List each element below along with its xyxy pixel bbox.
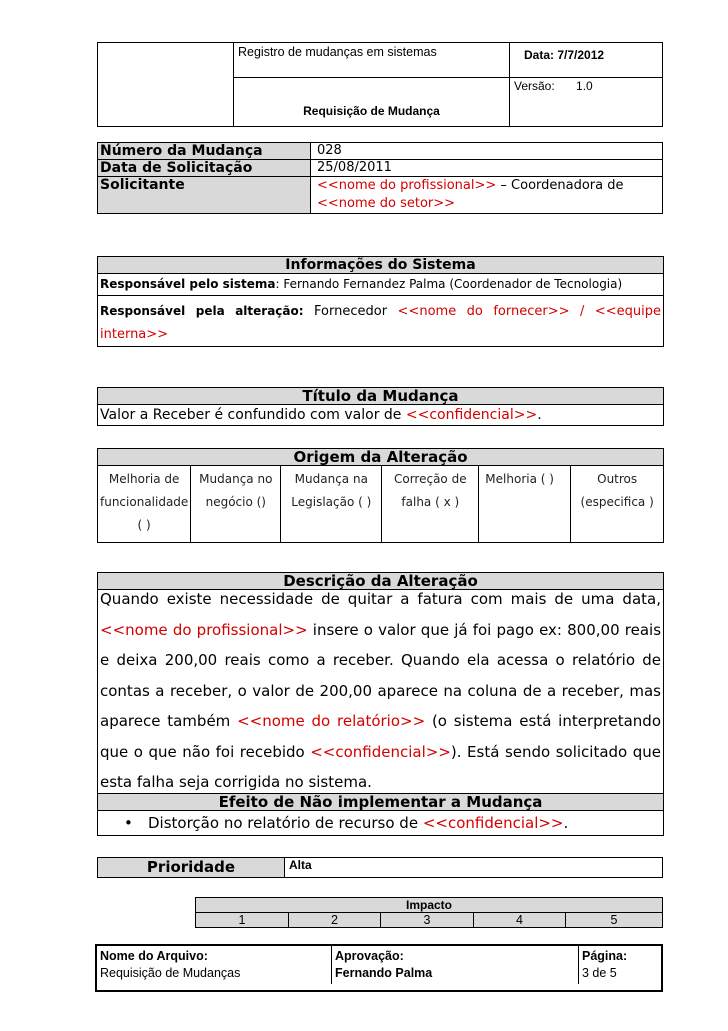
impact-level-1: 1 — [196, 913, 289, 928]
origin-options — [98, 466, 663, 542]
description-part-2: insere o valor que já foi pago ex: 800,00 reais e deixa 200,00 reais como a receber. Quando ela acessa o relatório de contas a receber, o valor de 200,00 aparece na coluna de a receber, mas aparece também — [100, 620, 662, 730]
impact-level-4: 4 — [474, 913, 566, 928]
description-report: <<nome do relatório>> — [237, 712, 426, 730]
effect-bullet: • — [124, 814, 133, 832]
file-name-value: Requisição de Mudanças — [100, 966, 241, 980]
page-label: Página: — [582, 949, 628, 963]
version-cell — [510, 78, 663, 127]
effect-text: Distorção no relatório de recurso de — [148, 814, 423, 832]
change-responsible-label: Responsável pela alteração: — [100, 304, 304, 318]
change-responsible-team-end: interna>> — [100, 327, 169, 342]
effect-item — [98, 811, 663, 835]
change-title-end: . — [537, 407, 542, 423]
approval-label: Aprovação: — [335, 949, 404, 963]
impact-spacer — [97, 898, 196, 913]
change-info-table — [97, 142, 663, 214]
change-responsible-team: <<nome do fornecer>> / <<equipe — [397, 304, 661, 319]
system-info-title: Informações do Sistema — [98, 257, 663, 274]
origin-option-improvement: Melhoria ( ) — [479, 466, 571, 542]
change-title-heading: Título da Mudança — [98, 388, 663, 405]
effect-end: . — [563, 814, 569, 832]
requester-sector: <<nome do setor>> — [317, 196, 456, 211]
request-date-value: 25/08/2011 — [311, 160, 663, 177]
page-value: 3 de 5 — [582, 966, 617, 980]
impact-level-3: 3 — [381, 913, 474, 928]
version-label: Versão: — [514, 79, 555, 93]
system-info-section — [97, 256, 664, 347]
logo-area — [98, 43, 234, 127]
approval-value: Fernando Palma — [335, 966, 433, 980]
version-value: 1.0 — [576, 79, 593, 93]
change-number-label: Número da Mudança — [98, 143, 311, 160]
impact-level-5: 5 — [566, 913, 663, 928]
change-responsible-row-2 — [98, 326, 663, 346]
change-title-body: Valor a Receber é confundido com valor de — [100, 407, 406, 423]
effect-title: Efeito de Não implementar a Mudança — [98, 794, 663, 811]
system-responsible-label: Responsável pelo sistema — [100, 277, 276, 291]
footer-spacer — [96, 984, 662, 991]
change-number-value: 028 — [311, 143, 663, 160]
change-title-text — [98, 405, 663, 425]
effect-confidential: <<confidencial>> — [422, 814, 564, 832]
system-responsible-row — [98, 274, 663, 296]
effect-section — [97, 793, 664, 836]
approval-cell — [332, 945, 579, 984]
priority-label: Prioridade — [98, 858, 285, 878]
description-part-3: (o sistema está interpretando que o que não foi recebido — [100, 712, 661, 761]
impact-spacer-2 — [97, 913, 196, 928]
impact-title: Impacto — [196, 898, 663, 913]
requester-value — [311, 177, 663, 214]
system-label: Registro de mudanças em sistemas — [234, 43, 510, 78]
change-title-confidential: <<confidencial>> — [405, 407, 538, 423]
requester-label: Solicitante — [98, 177, 311, 214]
header-date: Data: 7/7/2012 — [510, 43, 663, 78]
description-text — [98, 584, 663, 798]
description-title: Descrição da Alteração — [98, 573, 663, 590]
request-date-label: Data de Solicitação — [98, 160, 311, 177]
origin-section — [97, 448, 664, 543]
file-name-cell — [96, 945, 332, 984]
document-title: Requisição de Mudança — [303, 104, 440, 118]
document-header — [97, 42, 663, 127]
description-confidential: <<confidencial>> — [310, 742, 451, 761]
description-part-4: ). Está sendo solicitado que esta falha seja corrigida no sistema. — [100, 742, 661, 791]
change-responsible-value: Fornecedor — [303, 304, 398, 319]
origin-title: Origem da Alteração — [98, 449, 663, 466]
change-title-section — [97, 387, 664, 426]
document-footer — [95, 944, 663, 992]
origin-option-functionality: Melhoria de funcionalidade ( ) — [98, 466, 191, 542]
requester-placeholder: <<nome do profissional>> — [317, 178, 497, 193]
impact-table — [97, 897, 663, 928]
system-responsible-value: : Fernando Fernandez Palma (Coordenador de Tecnologia) — [275, 277, 623, 291]
description-professional: <<nome do profissional>> — [100, 620, 308, 639]
requester-role: – Coordenadora de — [496, 178, 624, 193]
origin-option-legislation: Mudança na Legislação ( ) — [281, 466, 382, 542]
description-part-1: Quando existe necessidade de quitar a fatura com mais de uma data, — [100, 590, 661, 608]
description-section — [97, 572, 664, 799]
page-cell — [579, 945, 663, 984]
impact-level-2: 2 — [289, 913, 381, 928]
origin-option-other: Outros (especifica ) — [580, 472, 654, 509]
change-responsible-row — [98, 296, 663, 326]
priority-table — [97, 857, 663, 878]
origin-option-business: Mudança no negócio () — [191, 466, 281, 542]
priority-value: Alta — [285, 858, 663, 878]
file-name-label: Nome do Arquivo: — [100, 949, 208, 963]
origin-option-bugfix: Correção de falha ( x ) — [382, 466, 479, 542]
